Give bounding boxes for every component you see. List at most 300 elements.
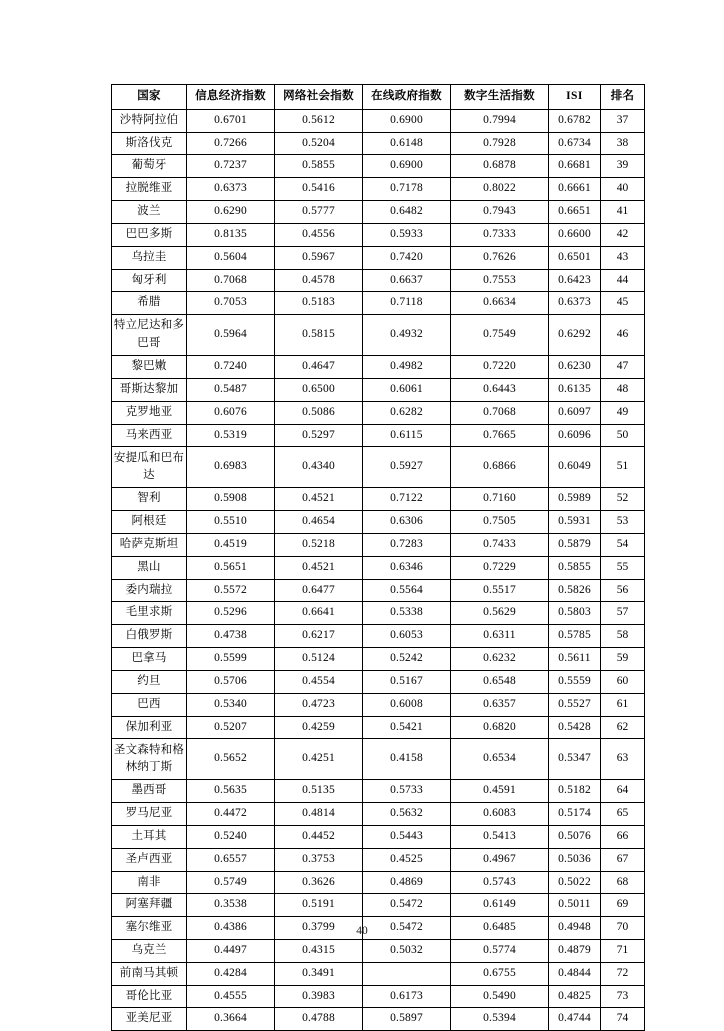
cell-isi: 0.4744 xyxy=(549,1008,601,1031)
cell-online-government-index: 0.6115 xyxy=(363,424,451,447)
cell-rank: 55 xyxy=(601,556,645,579)
cell-network-society-index: 0.4452 xyxy=(275,825,363,848)
table-row xyxy=(112,716,645,739)
cell-info-economy-index: 0.5340 xyxy=(187,693,275,716)
table-body xyxy=(112,109,645,1030)
cell-rank: 50 xyxy=(601,424,645,447)
cell-isi: 0.5611 xyxy=(549,648,601,671)
table-row xyxy=(112,648,645,671)
cell-digital-life-index: 0.6232 xyxy=(451,648,549,671)
cell-info-economy-index: 0.6557 xyxy=(187,848,275,871)
cell-online-government-index: 0.7122 xyxy=(363,488,451,511)
cell-isi: 0.4879 xyxy=(549,940,601,963)
cell-country: 巴西 xyxy=(112,693,187,716)
cell-digital-life-index: 0.6485 xyxy=(451,917,549,940)
cell-info-economy-index: 0.5604 xyxy=(187,246,275,269)
cell-isi: 0.6600 xyxy=(549,223,601,246)
table-row xyxy=(112,292,645,315)
table-row xyxy=(112,447,645,488)
cell-info-economy-index: 0.5510 xyxy=(187,511,275,534)
cell-info-economy-index: 0.7053 xyxy=(187,292,275,315)
cell-info-economy-index: 0.7237 xyxy=(187,155,275,178)
cell-country: 智利 xyxy=(112,488,187,511)
cell-rank: 43 xyxy=(601,246,645,269)
cell-rank: 67 xyxy=(601,848,645,871)
cell-digital-life-index: 0.6866 xyxy=(451,447,549,488)
cell-rank: 37 xyxy=(601,109,645,132)
cell-info-economy-index: 0.4472 xyxy=(187,803,275,826)
cell-country: 希腊 xyxy=(112,292,187,315)
cell-rank: 48 xyxy=(601,378,645,401)
cell-rank: 47 xyxy=(601,356,645,379)
cell-network-society-index: 0.4340 xyxy=(275,447,363,488)
cell-info-economy-index: 0.5599 xyxy=(187,648,275,671)
cell-online-government-index: 0.4869 xyxy=(363,871,451,894)
cell-online-government-index: 0.6148 xyxy=(363,132,451,155)
table-row xyxy=(112,378,645,401)
cell-country: 乌拉圭 xyxy=(112,246,187,269)
cell-online-government-index: 0.5564 xyxy=(363,579,451,602)
cell-digital-life-index: 0.7994 xyxy=(451,109,549,132)
cell-isi: 0.5076 xyxy=(549,825,601,848)
cell-network-society-index: 0.5612 xyxy=(275,109,363,132)
cell-online-government-index: 0.5733 xyxy=(363,780,451,803)
cell-country: 南非 xyxy=(112,871,187,894)
cell-online-government-index: 0.4525 xyxy=(363,848,451,871)
cell-network-society-index: 0.3491 xyxy=(275,962,363,985)
cell-info-economy-index: 0.5487 xyxy=(187,378,275,401)
cell-digital-life-index: 0.5394 xyxy=(451,1008,549,1031)
cell-country: 保加利亚 xyxy=(112,716,187,739)
table-row xyxy=(112,739,645,780)
cell-isi: 0.6661 xyxy=(549,178,601,201)
cell-network-society-index: 0.5124 xyxy=(275,648,363,671)
cell-digital-life-index: 0.6878 xyxy=(451,155,549,178)
cell-isi: 0.5826 xyxy=(549,579,601,602)
cell-isi: 0.6782 xyxy=(549,109,601,132)
cell-online-government-index: 0.6173 xyxy=(363,985,451,1008)
cell-online-government-index: 0.5421 xyxy=(363,716,451,739)
cell-info-economy-index: 0.3664 xyxy=(187,1008,275,1031)
cell-network-society-index: 0.5218 xyxy=(275,534,363,557)
cell-rank: 57 xyxy=(601,602,645,625)
cell-digital-life-index: 0.6548 xyxy=(451,670,549,693)
cell-rank: 54 xyxy=(601,534,645,557)
cell-info-economy-index: 0.5651 xyxy=(187,556,275,579)
cell-isi: 0.5428 xyxy=(549,716,601,739)
cell-online-government-index: 0.6282 xyxy=(363,401,451,424)
cell-info-economy-index: 0.5319 xyxy=(187,424,275,447)
cell-online-government-index: 0.4982 xyxy=(363,356,451,379)
cell-isi: 0.6135 xyxy=(549,378,601,401)
cell-info-economy-index: 0.4555 xyxy=(187,985,275,1008)
table-row xyxy=(112,401,645,424)
cell-network-society-index: 0.5297 xyxy=(275,424,363,447)
cell-country: 哈萨克斯坦 xyxy=(112,534,187,557)
table-row xyxy=(112,780,645,803)
cell-network-society-index: 0.4723 xyxy=(275,693,363,716)
table-row xyxy=(112,625,645,648)
table-row xyxy=(112,1008,645,1031)
cell-network-society-index: 0.3626 xyxy=(275,871,363,894)
cell-network-society-index: 0.5135 xyxy=(275,780,363,803)
table-row xyxy=(112,511,645,534)
cell-isi: 0.6292 xyxy=(549,315,601,356)
table-row xyxy=(112,894,645,917)
cell-digital-life-index: 0.7068 xyxy=(451,401,549,424)
cell-country: 巴拿马 xyxy=(112,648,187,671)
cell-rank: 59 xyxy=(601,648,645,671)
table-row xyxy=(112,315,645,356)
cell-isi: 0.6049 xyxy=(549,447,601,488)
cell-country: 亚美尼亚 xyxy=(112,1008,187,1031)
cell-network-society-index: 0.4521 xyxy=(275,488,363,511)
cell-digital-life-index: 0.7229 xyxy=(451,556,549,579)
table-row xyxy=(112,178,645,201)
cell-network-society-index: 0.5416 xyxy=(275,178,363,201)
cell-isi: 0.4825 xyxy=(549,985,601,1008)
cell-country: 塞尔维亚 xyxy=(112,917,187,940)
cell-info-economy-index: 0.4284 xyxy=(187,962,275,985)
cell-network-society-index: 0.4259 xyxy=(275,716,363,739)
cell-online-government-index: 0.6008 xyxy=(363,693,451,716)
cell-online-government-index: 0.6482 xyxy=(363,201,451,224)
cell-online-government-index: 0.4932 xyxy=(363,315,451,356)
cell-network-society-index: 0.4788 xyxy=(275,1008,363,1031)
cell-isi: 0.4948 xyxy=(549,917,601,940)
cell-info-economy-index: 0.5908 xyxy=(187,488,275,511)
table-row xyxy=(112,871,645,894)
cell-rank: 46 xyxy=(601,315,645,356)
cell-digital-life-index: 0.6311 xyxy=(451,625,549,648)
cell-isi: 0.5785 xyxy=(549,625,601,648)
cell-info-economy-index: 0.5572 xyxy=(187,579,275,602)
cell-country: 白俄罗斯 xyxy=(112,625,187,648)
cell-info-economy-index: 0.4519 xyxy=(187,534,275,557)
cell-country: 哥斯达黎加 xyxy=(112,378,187,401)
cell-rank: 68 xyxy=(601,871,645,894)
cell-rank: 70 xyxy=(601,917,645,940)
cell-rank: 39 xyxy=(601,155,645,178)
cell-isi: 0.5855 xyxy=(549,556,601,579)
page-number: 40 xyxy=(356,925,368,937)
table-row xyxy=(112,985,645,1008)
cell-info-economy-index: 0.6373 xyxy=(187,178,275,201)
cell-digital-life-index: 0.4967 xyxy=(451,848,549,871)
cell-info-economy-index: 0.8135 xyxy=(187,223,275,246)
cell-online-government-index: 0.5933 xyxy=(363,223,451,246)
cell-network-society-index: 0.6641 xyxy=(275,602,363,625)
cell-digital-life-index: 0.6755 xyxy=(451,962,549,985)
cell-online-government-index: 0.5167 xyxy=(363,670,451,693)
table-row xyxy=(112,579,645,602)
cell-info-economy-index: 0.5240 xyxy=(187,825,275,848)
cell-online-government-index: 0.4158 xyxy=(363,739,451,780)
cell-rank: 66 xyxy=(601,825,645,848)
table-row xyxy=(112,602,645,625)
column-header-country: 国家 xyxy=(112,85,187,110)
cell-online-government-index: 0.6306 xyxy=(363,511,451,534)
cell-online-government-index: 0.7178 xyxy=(363,178,451,201)
cell-online-government-index: 0.7420 xyxy=(363,246,451,269)
cell-online-government-index: 0.5443 xyxy=(363,825,451,848)
cell-online-government-index: 0.5338 xyxy=(363,602,451,625)
cell-online-government-index: 0.6900 xyxy=(363,155,451,178)
cell-isi: 0.6230 xyxy=(549,356,601,379)
cell-network-society-index: 0.4556 xyxy=(275,223,363,246)
cell-country: 土耳其 xyxy=(112,825,187,848)
cell-network-society-index: 0.4647 xyxy=(275,356,363,379)
cell-network-society-index: 0.5777 xyxy=(275,201,363,224)
cell-info-economy-index: 0.5706 xyxy=(187,670,275,693)
table-row xyxy=(112,848,645,871)
cell-rank: 49 xyxy=(601,401,645,424)
table-row xyxy=(112,269,645,292)
cell-country: 毛里求斯 xyxy=(112,602,187,625)
cell-online-government-index: 0.6637 xyxy=(363,269,451,292)
cell-digital-life-index: 0.6443 xyxy=(451,378,549,401)
cell-isi: 0.5182 xyxy=(549,780,601,803)
cell-network-society-index: 0.4251 xyxy=(275,739,363,780)
cell-info-economy-index: 0.7240 xyxy=(187,356,275,379)
cell-digital-life-index: 0.7553 xyxy=(451,269,549,292)
cell-network-society-index: 0.3753 xyxy=(275,848,363,871)
table-row xyxy=(112,132,645,155)
cell-network-society-index: 0.4315 xyxy=(275,940,363,963)
cell-country: 马来西亚 xyxy=(112,424,187,447)
cell-rank: 56 xyxy=(601,579,645,602)
cell-network-society-index: 0.5191 xyxy=(275,894,363,917)
cell-digital-life-index: 0.6083 xyxy=(451,803,549,826)
cell-country: 黑山 xyxy=(112,556,187,579)
cell-isi: 0.6734 xyxy=(549,132,601,155)
cell-country: 阿根廷 xyxy=(112,511,187,534)
cell-online-government-index: 0.7283 xyxy=(363,534,451,557)
cell-online-government-index: 0.5472 xyxy=(363,894,451,917)
cell-isi: 0.6651 xyxy=(549,201,601,224)
cell-country: 委内瑞拉 xyxy=(112,579,187,602)
cell-network-society-index: 0.5855 xyxy=(275,155,363,178)
isi-table-container xyxy=(111,84,635,1031)
cell-rank: 61 xyxy=(601,693,645,716)
cell-rank: 45 xyxy=(601,292,645,315)
cell-digital-life-index: 0.6820 xyxy=(451,716,549,739)
table-row xyxy=(112,825,645,848)
table-row xyxy=(112,534,645,557)
cell-digital-life-index: 0.7220 xyxy=(451,356,549,379)
cell-digital-life-index: 0.5413 xyxy=(451,825,549,848)
cell-info-economy-index: 0.4386 xyxy=(187,917,275,940)
cell-network-society-index: 0.4654 xyxy=(275,511,363,534)
table-row xyxy=(112,155,645,178)
cell-online-government-index: 0.5242 xyxy=(363,648,451,671)
cell-online-government-index: 0.5032 xyxy=(363,940,451,963)
cell-rank: 38 xyxy=(601,132,645,155)
cell-online-government-index: 0.5927 xyxy=(363,447,451,488)
cell-digital-life-index: 0.7626 xyxy=(451,246,549,269)
table-row xyxy=(112,109,645,132)
cell-network-society-index: 0.4554 xyxy=(275,670,363,693)
cell-country: 拉脱维亚 xyxy=(112,178,187,201)
cell-digital-life-index: 0.5774 xyxy=(451,940,549,963)
cell-country: 圣文森特和格林纳丁斯 xyxy=(112,739,187,780)
table-row xyxy=(112,962,645,985)
cell-network-society-index: 0.5204 xyxy=(275,132,363,155)
cell-country: 约旦 xyxy=(112,670,187,693)
cell-digital-life-index: 0.7505 xyxy=(451,511,549,534)
column-header-info-economy-index: 信息经济指数 xyxy=(187,85,275,110)
cell-country: 墨西哥 xyxy=(112,780,187,803)
cell-info-economy-index: 0.6076 xyxy=(187,401,275,424)
cell-rank: 65 xyxy=(601,803,645,826)
cell-rank: 41 xyxy=(601,201,645,224)
table-row xyxy=(112,488,645,511)
cell-info-economy-index: 0.5964 xyxy=(187,315,275,356)
cell-country: 克罗地亚 xyxy=(112,401,187,424)
table-header xyxy=(112,85,645,110)
cell-isi: 0.5989 xyxy=(549,488,601,511)
cell-digital-life-index: 0.7928 xyxy=(451,132,549,155)
table-row xyxy=(112,356,645,379)
column-header-network-society-index: 网络社会指数 xyxy=(275,85,363,110)
cell-country: 斯洛伐克 xyxy=(112,132,187,155)
cell-rank: 69 xyxy=(601,894,645,917)
cell-online-government-index: 0.7118 xyxy=(363,292,451,315)
cell-rank: 58 xyxy=(601,625,645,648)
cell-digital-life-index: 0.6357 xyxy=(451,693,549,716)
cell-country: 罗马尼亚 xyxy=(112,803,187,826)
table-row xyxy=(112,246,645,269)
cell-info-economy-index: 0.6701 xyxy=(187,109,275,132)
cell-network-society-index: 0.4521 xyxy=(275,556,363,579)
cell-isi: 0.6501 xyxy=(549,246,601,269)
cell-network-society-index: 0.6477 xyxy=(275,579,363,602)
cell-rank: 60 xyxy=(601,670,645,693)
cell-network-society-index: 0.5967 xyxy=(275,246,363,269)
cell-info-economy-index: 0.4738 xyxy=(187,625,275,648)
isi-country-ranking-table xyxy=(111,84,645,1031)
cell-rank: 51 xyxy=(601,447,645,488)
cell-country: 匈牙利 xyxy=(112,269,187,292)
table-row xyxy=(112,803,645,826)
cell-country: 巴巴多斯 xyxy=(112,223,187,246)
cell-country: 葡萄牙 xyxy=(112,155,187,178)
cell-network-society-index: 0.3799 xyxy=(275,917,363,940)
table-header-row xyxy=(112,85,645,110)
cell-network-society-index: 0.6500 xyxy=(275,378,363,401)
cell-digital-life-index: 0.5490 xyxy=(451,985,549,1008)
cell-rank: 40 xyxy=(601,178,645,201)
cell-isi: 0.6096 xyxy=(549,424,601,447)
cell-digital-life-index: 0.7433 xyxy=(451,534,549,557)
cell-isi: 0.5879 xyxy=(549,534,601,557)
cell-network-society-index: 0.4814 xyxy=(275,803,363,826)
column-header-isi: ISI xyxy=(549,85,601,110)
cell-network-society-index: 0.4578 xyxy=(275,269,363,292)
cell-online-government-index xyxy=(363,962,451,985)
cell-isi: 0.5011 xyxy=(549,894,601,917)
cell-info-economy-index: 0.6290 xyxy=(187,201,275,224)
table-row xyxy=(112,670,645,693)
cell-online-government-index: 0.5897 xyxy=(363,1008,451,1031)
cell-digital-life-index: 0.5743 xyxy=(451,871,549,894)
cell-online-government-index: 0.5632 xyxy=(363,803,451,826)
cell-rank: 62 xyxy=(601,716,645,739)
cell-digital-life-index: 0.7160 xyxy=(451,488,549,511)
cell-digital-life-index: 0.7943 xyxy=(451,201,549,224)
cell-isi: 0.5559 xyxy=(549,670,601,693)
cell-network-society-index: 0.5183 xyxy=(275,292,363,315)
cell-rank: 71 xyxy=(601,940,645,963)
cell-isi: 0.6423 xyxy=(549,269,601,292)
table-row xyxy=(112,940,645,963)
cell-isi: 0.5527 xyxy=(549,693,601,716)
cell-info-economy-index: 0.6983 xyxy=(187,447,275,488)
cell-rank: 73 xyxy=(601,985,645,1008)
cell-country: 哥伦比亚 xyxy=(112,985,187,1008)
cell-rank: 74 xyxy=(601,1008,645,1031)
cell-country: 安提瓜和巴布达 xyxy=(112,447,187,488)
cell-country: 圣卢西亚 xyxy=(112,848,187,871)
cell-digital-life-index: 0.4591 xyxy=(451,780,549,803)
cell-info-economy-index: 0.5296 xyxy=(187,602,275,625)
cell-digital-life-index: 0.7549 xyxy=(451,315,549,356)
cell-country: 特立尼达和多巴哥 xyxy=(112,315,187,356)
cell-rank: 52 xyxy=(601,488,645,511)
cell-digital-life-index: 0.6534 xyxy=(451,739,549,780)
cell-country: 阿塞拜疆 xyxy=(112,894,187,917)
cell-online-government-index: 0.5472 xyxy=(363,917,451,940)
cell-digital-life-index: 0.6149 xyxy=(451,894,549,917)
cell-country: 前南马其顿 xyxy=(112,962,187,985)
cell-digital-life-index: 0.7665 xyxy=(451,424,549,447)
cell-info-economy-index: 0.7266 xyxy=(187,132,275,155)
cell-info-economy-index: 0.5749 xyxy=(187,871,275,894)
cell-country: 乌克兰 xyxy=(112,940,187,963)
column-header-rank: 排名 xyxy=(601,85,645,110)
table-row xyxy=(112,556,645,579)
cell-info-economy-index: 0.5635 xyxy=(187,780,275,803)
cell-digital-life-index: 0.5629 xyxy=(451,602,549,625)
cell-online-government-index: 0.6900 xyxy=(363,109,451,132)
cell-isi: 0.4844 xyxy=(549,962,601,985)
cell-country: 沙特阿拉伯 xyxy=(112,109,187,132)
cell-info-economy-index: 0.4497 xyxy=(187,940,275,963)
cell-country: 黎巴嫩 xyxy=(112,356,187,379)
cell-digital-life-index: 0.7333 xyxy=(451,223,549,246)
table-row xyxy=(112,223,645,246)
column-header-online-government-index: 在线政府指数 xyxy=(363,85,451,110)
table-row xyxy=(112,201,645,224)
cell-network-society-index: 0.5086 xyxy=(275,401,363,424)
cell-isi: 0.5022 xyxy=(549,871,601,894)
cell-isi: 0.5931 xyxy=(549,511,601,534)
table-row xyxy=(112,424,645,447)
cell-online-government-index: 0.6061 xyxy=(363,378,451,401)
cell-digital-life-index: 0.6634 xyxy=(451,292,549,315)
cell-digital-life-index: 0.8022 xyxy=(451,178,549,201)
cell-info-economy-index: 0.5207 xyxy=(187,716,275,739)
cell-isi: 0.5174 xyxy=(549,803,601,826)
cell-isi: 0.6097 xyxy=(549,401,601,424)
cell-online-government-index: 0.6346 xyxy=(363,556,451,579)
cell-isi: 0.6373 xyxy=(549,292,601,315)
cell-rank: 44 xyxy=(601,269,645,292)
cell-rank: 63 xyxy=(601,739,645,780)
column-header-digital-life-index: 数字生活指数 xyxy=(451,85,549,110)
cell-info-economy-index: 0.5652 xyxy=(187,739,275,780)
cell-info-economy-index: 0.3538 xyxy=(187,894,275,917)
